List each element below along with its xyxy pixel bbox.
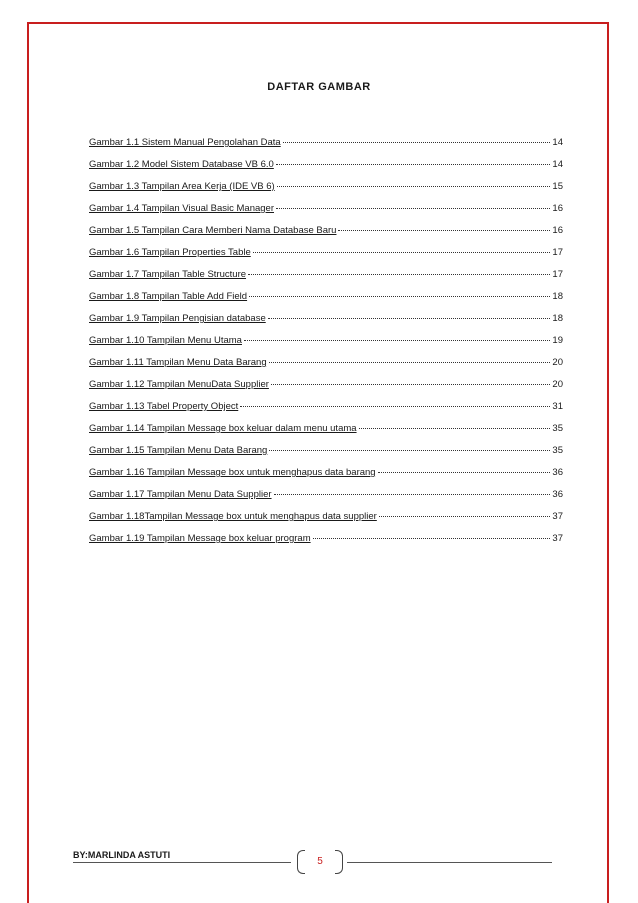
toc-entry-page: 17 bbox=[552, 269, 563, 280]
toc-dot-leader bbox=[274, 487, 551, 495]
toc-entry-page: 37 bbox=[552, 533, 563, 544]
toc-entry-label[interactable]: Gambar 1.2 Model Sistem Database VB 6.0 bbox=[89, 159, 274, 170]
toc-dot-leader bbox=[253, 245, 551, 253]
toc-dot-leader bbox=[271, 377, 551, 385]
toc-entry-page: 14 bbox=[552, 159, 563, 170]
toc-entry-label[interactable]: Gambar 1.7 Tampilan Table Structure bbox=[89, 269, 247, 280]
toc-entry-label[interactable]: Gambar 1.14 Tampilan Message box keluar dalam menu utama bbox=[89, 423, 357, 434]
toc-dot-leader bbox=[283, 135, 551, 143]
toc-dot-leader bbox=[378, 465, 551, 473]
toc-dot-leader bbox=[277, 179, 551, 187]
toc-entry-label[interactable]: Gambar 1.1 Sistem Manual Pengolahan Data bbox=[89, 137, 281, 148]
toc-dot-leader bbox=[269, 443, 550, 451]
toc-entry-label[interactable]: Gambar 1.3 Tampilan Area Kerja (IDE VB 6) bbox=[89, 181, 275, 192]
toc-entry[interactable] bbox=[89, 203, 563, 225]
toc-entry[interactable] bbox=[89, 467, 563, 489]
toc-entry-label[interactable]: Gambar 1.15 Tampilan Menu Data Barang bbox=[89, 445, 268, 456]
toc-dot-leader bbox=[248, 267, 550, 275]
toc-entry-page: 15 bbox=[552, 181, 563, 192]
toc-entry[interactable] bbox=[89, 225, 563, 247]
toc-entry-page: 31 bbox=[552, 401, 563, 412]
toc-dot-leader bbox=[249, 289, 550, 297]
toc-entry[interactable] bbox=[89, 269, 563, 291]
toc-dot-leader bbox=[269, 355, 551, 363]
toc-dot-leader bbox=[359, 421, 551, 429]
toc-entry-page: 36 bbox=[552, 467, 563, 478]
toc-entry[interactable] bbox=[89, 313, 563, 335]
footer-author: BY:MARLINDA ASTUTI bbox=[73, 850, 171, 860]
toc-entry-label[interactable]: Gambar 1.18Tampilan Message box untuk menghapus data supplier bbox=[89, 511, 377, 522]
toc-entry-label[interactable]: Gambar 1.5 Tampilan Cara Memberi Nama Database Baru bbox=[89, 225, 337, 236]
toc-dot-leader bbox=[244, 333, 550, 341]
toc-entry-page: 20 bbox=[552, 357, 563, 368]
toc-entry-page: 16 bbox=[552, 203, 563, 214]
toc-dot-leader bbox=[313, 531, 551, 539]
list-of-figures bbox=[89, 137, 563, 555]
toc-entry-label[interactable]: Gambar 1.11 Tampilan Menu Data Barang bbox=[89, 357, 267, 368]
footer-rule-left bbox=[73, 862, 291, 863]
toc-entry[interactable] bbox=[89, 335, 563, 357]
toc-entry-label[interactable]: Gambar 1.8 Tampilan Table Add Field bbox=[89, 291, 248, 302]
toc-entry-page: 20 bbox=[552, 379, 563, 390]
toc-entry-page: 16 bbox=[552, 225, 563, 236]
footer-rule-right bbox=[347, 862, 552, 863]
toc-entry-page: 19 bbox=[552, 335, 563, 346]
page-number: 5 bbox=[317, 856, 323, 867]
toc-entry-page: 36 bbox=[552, 489, 563, 500]
toc-entry-label[interactable]: Gambar 1.19 Tampilan Message box keluar program bbox=[89, 533, 311, 544]
toc-entry-label[interactable]: Gambar 1.16 Tampilan Message box untuk menghapus data barang bbox=[89, 467, 376, 478]
toc-entry[interactable] bbox=[89, 401, 563, 423]
toc-entry-page: 35 bbox=[552, 423, 563, 434]
toc-entry-label[interactable]: Gambar 1.10 Tampilan Menu Utama bbox=[89, 335, 242, 346]
toc-entry[interactable] bbox=[89, 489, 563, 511]
toc-entry[interactable] bbox=[89, 357, 563, 379]
toc-entry-page: 18 bbox=[552, 313, 563, 324]
toc-entry[interactable] bbox=[89, 423, 563, 445]
toc-entry[interactable] bbox=[89, 445, 563, 467]
toc-entry[interactable] bbox=[89, 159, 563, 181]
page-number-box bbox=[297, 850, 343, 876]
toc-entry-label[interactable]: Gambar 1.17 Tampilan Menu Data Supplier bbox=[89, 489, 272, 500]
toc-entry-page: 37 bbox=[552, 511, 563, 522]
toc-entry-label[interactable]: Gambar 1.6 Tampilan Properties Table bbox=[89, 247, 251, 258]
toc-dot-leader bbox=[338, 223, 550, 231]
toc-entry-label[interactable]: Gambar 1.4 Tampilan Visual Basic Manager bbox=[89, 203, 274, 214]
page-title: DAFTAR GAMBAR bbox=[267, 81, 371, 93]
toc-entry[interactable] bbox=[89, 379, 563, 401]
toc-entry-label[interactable]: Gambar 1.12 Tampilan MenuData Supplier bbox=[89, 379, 269, 390]
toc-entry[interactable] bbox=[89, 291, 563, 313]
toc-entry[interactable] bbox=[89, 137, 563, 159]
toc-entry-page: 18 bbox=[552, 291, 563, 302]
toc-entry-label[interactable]: Gambar 1.9 Tampilan Pengisian database bbox=[89, 313, 266, 324]
toc-entry[interactable] bbox=[89, 181, 563, 203]
toc-dot-leader bbox=[379, 509, 551, 517]
toc-entry-page: 35 bbox=[552, 445, 563, 456]
toc-dot-leader bbox=[276, 157, 551, 165]
toc-entry[interactable] bbox=[89, 533, 563, 555]
toc-dot-leader bbox=[268, 311, 551, 319]
toc-entry-page: 17 bbox=[552, 247, 563, 258]
toc-entry[interactable] bbox=[89, 511, 563, 533]
toc-entry[interactable] bbox=[89, 247, 563, 269]
toc-dot-leader bbox=[240, 399, 550, 407]
toc-entry-label[interactable]: Gambar 1.13 Tabel Property Object bbox=[89, 401, 239, 412]
toc-dot-leader bbox=[276, 201, 550, 209]
toc-entry-page: 14 bbox=[552, 137, 563, 148]
